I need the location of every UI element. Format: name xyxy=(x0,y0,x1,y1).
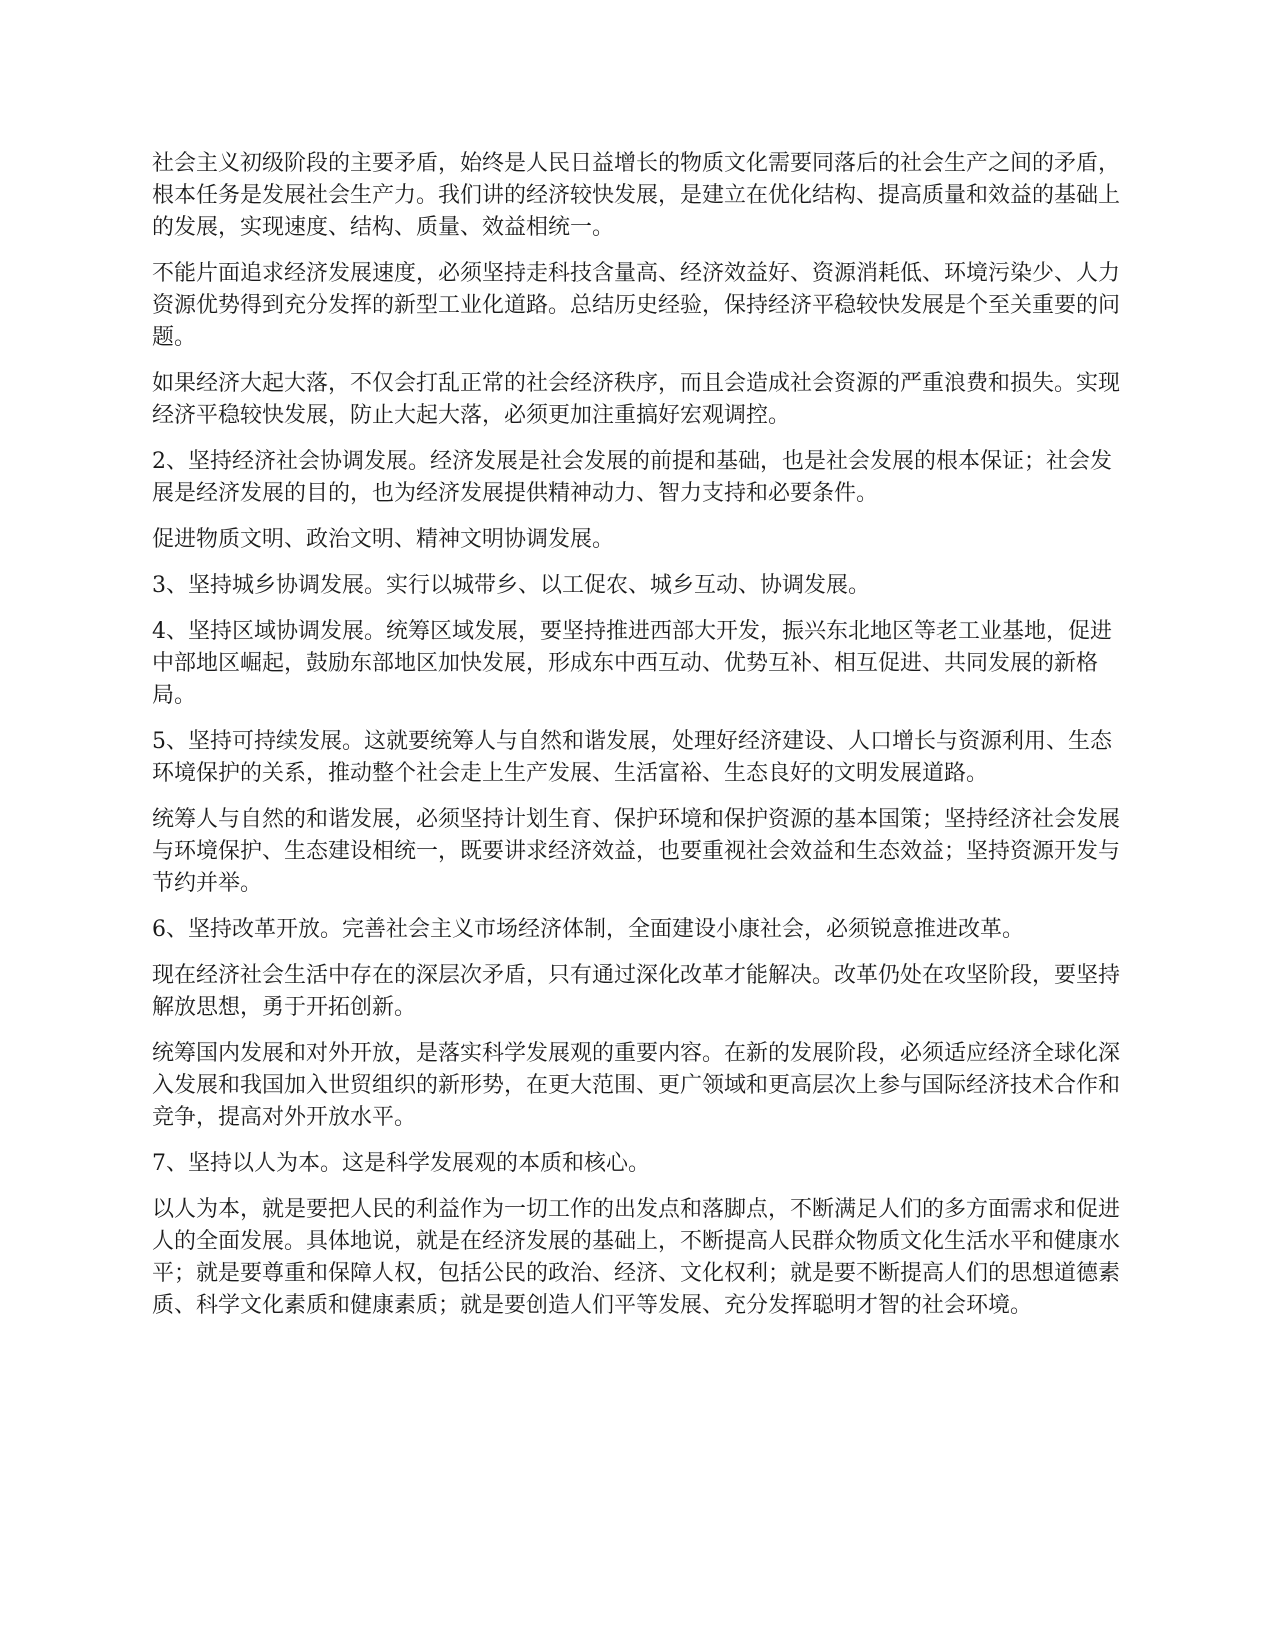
paragraph-4: 2、坚持经济社会协调发展。经济发展是社会发展的前提和基础，也是社会发展的根本保证；社会发展是经济发展的目的，也为经济发展提供精神动力、智力支持和必要条件。 xyxy=(152,449,1113,506)
paragraph-10: 6、坚持改革开放。完善社会主义市场经济体制，全面建设小康社会，必须锐意推进改革。 xyxy=(152,917,1025,942)
paragraph-13: 7、坚持以人为本。这是科学发展观的本质和核心。 xyxy=(152,1151,650,1176)
paragraph-8: 5、坚持可持续发展。这就要统筹人与自然和谐发展，处理好经济建设、人口增长与资源利用、生态环境保护的关系，推动整个社会走上生产发展、生活富裕、生态良好的文明发展道路。 xyxy=(152,729,1113,786)
paragraph-14: 以人为本，就是要把人民的利益作为一切工作的出发点和落脚点，不断满足人们的多方面需求和促进人的全面发展。具体地说，就是在经济发展的基础上，不断提高人民群众物质文化生活水平和健康水平；就是要尊重和保障人权，包括公民的政治、经济、文化权利；就是要不断提高人们的思想道德素质、科学文化素质和健康素质；就是要创造人们平等发展、充分发挥聪明才智的社会环境。 xyxy=(152,1197,1121,1318)
paragraph-9: 统筹人与自然的和谐发展，必须坚持计划生育、保护环境和保护资源的基本国策；坚持经济社会发展与环境保护、生态建设相统一，既要讲求经济效益，也要重视社会效益和生态效益；坚持资源开发与节约并举。 xyxy=(152,807,1121,896)
document-body xyxy=(152,148,1127,1336)
paragraph-6: 3、坚持城乡协调发展。实行以城带乡、以工促农、城乡互动、协调发展。 xyxy=(152,573,870,598)
paragraph-2: 不能片面追求经济发展速度，必须坚持走科技含量高、经济效益好、资源消耗低、环境污染少、人力资源优势得到充分发挥的新型工业化道路。总结历史经验，保持经济平稳较快发展是个至关重要的问题。 xyxy=(152,261,1121,350)
paragraph-1: 社会主义初级阶段的主要矛盾，始终是人民日益增长的物质文化需要同落后的社会生产之间的矛盾，根本任务是发展社会生产力。我们讲的经济较快发展，是建立在优化结构、提高质量和效益的基础上的发展，实现速度、结构、质量、效益相统一。 xyxy=(152,151,1121,240)
paragraph-7: 4、坚持区域协调发展。统筹区域发展，要坚持推进西部大开发，振兴东北地区等老工业基地，促进中部地区崛起，鼓励东部地区加快发展，形成东中西互动、优势互补、相互促进、共同发展的新格局。 xyxy=(152,619,1113,708)
paragraph-3: 如果经济大起大落，不仅会打乱正常的社会经济秩序，而且会造成社会资源的严重浪费和损失。实现经济平稳较快发展，防止大起大落，必须更加注重搞好宏观调控。 xyxy=(152,371,1121,428)
paragraph-11: 现在经济社会生活中存在的深层次矛盾，只有通过深化改革才能解决。改革仍处在攻坚阶段，要坚持解放思想，勇于开拓创新。 xyxy=(152,963,1121,1020)
paragraph-5: 促进物质文明、政治文明、精神文明协调发展。 xyxy=(152,527,615,552)
paragraph-12: 统筹国内发展和对外开放，是落实科学发展观的重要内容。在新的发展阶段，必须适应经济全球化深入发展和我国加入世贸组织的新形势，在更大范围、更广领域和更高层次上参与国际经济技术合作和竞争，提高对外开放水平。 xyxy=(152,1041,1121,1130)
